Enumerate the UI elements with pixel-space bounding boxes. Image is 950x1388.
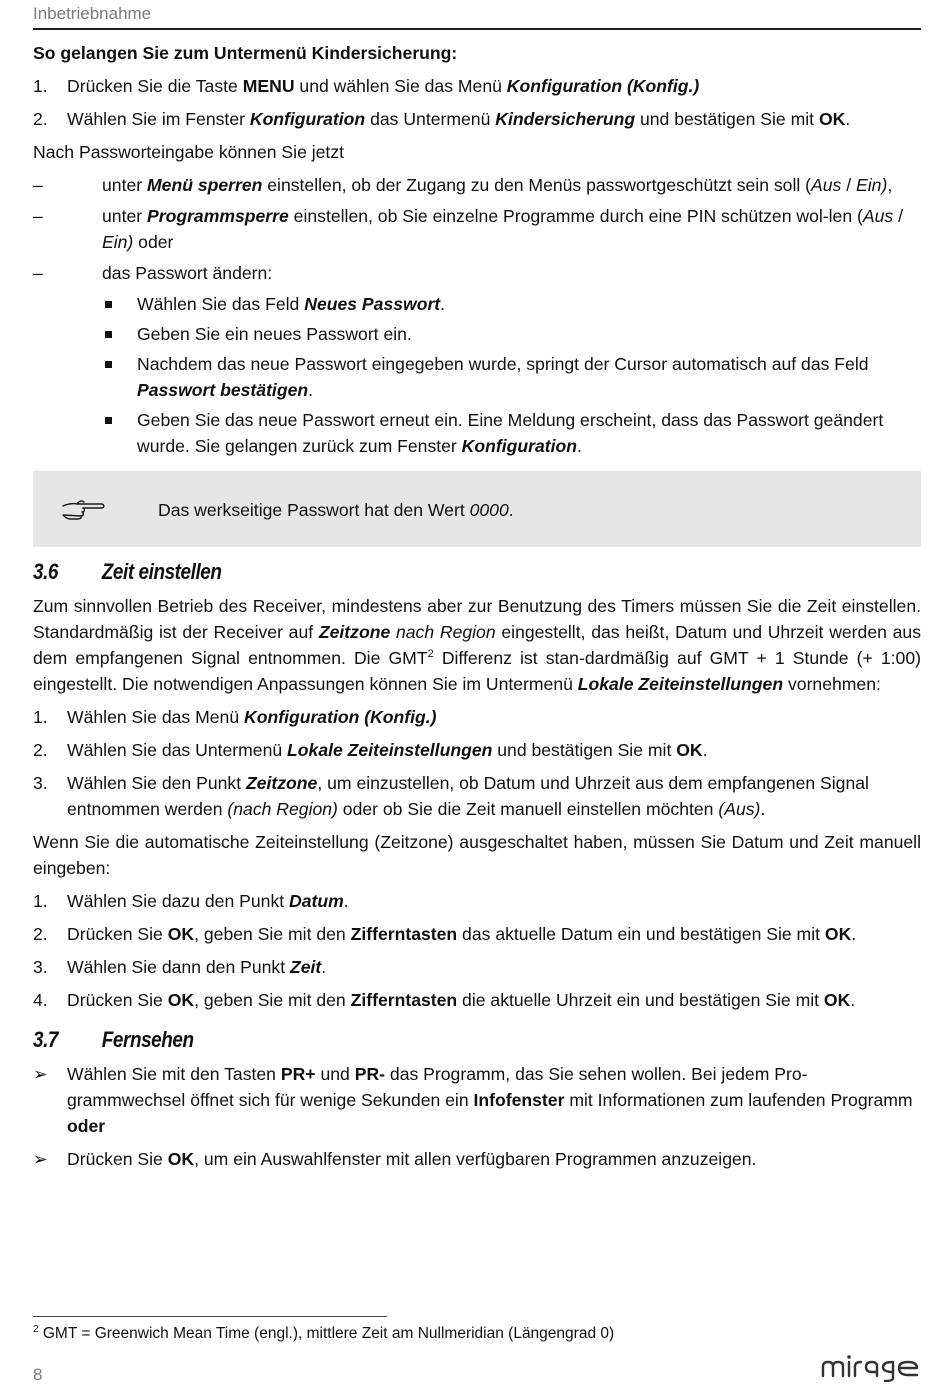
option-value: (nach Region)	[227, 799, 338, 819]
menu-name: Zeitzone	[318, 622, 391, 642]
section-number: 3.7	[33, 1027, 59, 1052]
step-text: , geben Sie mit den	[194, 924, 351, 944]
step-text: Wählen Sie das Menü	[67, 707, 245, 727]
option-text: einstellen, ob der Zugang zu den Menüs passwortgeschützt sein soll (	[262, 175, 812, 195]
key-name: PR-	[354, 1064, 386, 1084]
paragraph-text: Zum sinnvollen Betrieb des Receiver, mindestens aber zur Benutzung des Timers müssen Sie die Zeit einstellen. Standardmäßig ist der Receiver auf	[33, 596, 921, 642]
footnote	[33, 1323, 614, 1345]
option-value: Ein)	[102, 232, 134, 252]
paragraph-text: eingestellt, das heißt, Datum und Uhrzeit werden aus dem empfangenen Signal entnommen. Die GMT	[33, 622, 921, 668]
intro-text: Nach Passworteingabe können Sie jetzt	[33, 142, 345, 162]
menu-name: Zeit	[290, 957, 322, 977]
dash-bullet: –	[33, 175, 43, 195]
list-item	[33, 291, 921, 317]
menu-name: Zeitzone	[245, 773, 318, 793]
header-rule	[33, 28, 921, 30]
list-item	[33, 770, 921, 822]
footnote-mark: 2	[33, 1323, 39, 1335]
option-value: nach Region	[390, 622, 496, 642]
list-item	[33, 987, 921, 1013]
list-item	[33, 954, 921, 980]
square-bullet	[105, 417, 112, 424]
item-emphasis: oder	[67, 1116, 106, 1136]
key-name: Zifferntasten	[350, 990, 458, 1010]
dash-bullet: –	[33, 206, 43, 226]
step-text: .	[851, 924, 857, 944]
list-item	[33, 73, 921, 99]
paragraph	[33, 593, 921, 697]
page-number: 8	[33, 1365, 43, 1384]
section-number: 3.6	[33, 559, 59, 584]
step-text: die aktuelle Uhrzeit ein und bestätigen Sie mit	[457, 990, 824, 1010]
step-text: Wählen Sie das Untermenü	[67, 740, 288, 760]
option-value: Aus	[811, 175, 842, 195]
item-text: Drücken Sie	[67, 1149, 168, 1169]
key-name: OK	[818, 109, 846, 129]
item-text: mit Informationen zum laufenden Programm	[564, 1090, 913, 1110]
step-text: .	[577, 436, 582, 456]
step-text: Wählen Sie den Punkt	[67, 773, 246, 793]
step-text: das aktuelle Datum ein und bestätigen Sie mit	[457, 924, 825, 944]
step-number: 4.	[33, 990, 48, 1010]
step-text: Nachdem das neue Passwort eingegeben wurde, springt der Cursor automatisch auf das Feld	[137, 354, 869, 374]
list-item	[33, 203, 921, 255]
step-number: 3.	[33, 773, 48, 793]
square-bullet	[105, 361, 112, 368]
mirage-logo	[821, 1352, 921, 1382]
list-item	[33, 351, 921, 403]
square-bullet	[105, 301, 112, 308]
step-number: 1.	[33, 707, 48, 727]
list-item	[33, 737, 921, 763]
list-item	[33, 888, 921, 914]
option-text: oder	[133, 232, 174, 252]
key-name: OK	[167, 990, 195, 1010]
step-text: Geben Sie ein neues Passwort ein.	[137, 324, 412, 344]
note-text	[158, 497, 514, 523]
step-text: und bestätigen Sie mit	[492, 740, 677, 760]
key-name: PR+	[280, 1064, 316, 1084]
content-flow	[33, 40, 921, 1179]
item-text: Wählen Sie mit den Tasten	[67, 1064, 281, 1084]
menu-name: Konfiguration (Konfig.)	[506, 76, 700, 96]
step-text: Drücken Sie	[67, 924, 168, 944]
option-text: /	[841, 175, 857, 195]
document-page	[33, 0, 921, 1383]
paragraph-text: Differenz ist stan-dardmäßig auf GMT + 1 Stunde (+ 1:00) eingestellt. Die notwendigen Anpassungen können Sie im Untermenü	[33, 648, 921, 694]
menu-name: Menü sperren	[147, 175, 263, 195]
option-value: (Aus)	[718, 799, 761, 819]
arrow-bullet-icon: ➢	[33, 1064, 48, 1084]
footnote-ref: 2	[427, 648, 434, 661]
menu-name: Kindersicherung	[495, 109, 636, 129]
step-text: Geben Sie das neue Passwort erneut ein. Eine Meldung erscheint, dass das Passwort geändert wurde. Sie gelangen zurück zum Fenster	[137, 410, 884, 456]
option-text: einstellen, ob Sie einzelne Programme durch eine PIN schützen wol-len (	[288, 206, 863, 226]
option-text: ,	[887, 175, 893, 195]
list-item	[33, 260, 921, 286]
section-heading	[33, 1025, 797, 1055]
step-text: Drücken Sie	[67, 990, 168, 1010]
step-text: .	[440, 294, 446, 314]
key-name: OK	[167, 924, 195, 944]
step-text: das Untermenü	[365, 109, 496, 129]
list-item	[33, 106, 921, 132]
step-text: .	[343, 891, 349, 911]
step-text: , geben Sie mit den	[194, 990, 351, 1010]
step-text: , um einzustellen, ob Datum und Uhrzeit aus dem empfangenen Signal entnommen werden	[67, 773, 869, 819]
key-name: OK	[823, 990, 851, 1010]
key-name: OK	[676, 740, 703, 760]
step-text: und bestätigen Sie mit	[635, 109, 819, 129]
step-text: Wählen Sie im Fenster	[67, 109, 250, 129]
step-text: .	[308, 380, 313, 400]
key-name: MENU	[242, 76, 295, 96]
item-text: das Programm, das Sie sehen wollen. Bei jedem Pro-grammwechsel öffnet sich für wenige Sekunden ein	[67, 1064, 808, 1110]
key-name: OK	[167, 1149, 195, 1169]
note-sentence-end: .	[508, 500, 514, 520]
menu-name: Datum	[289, 891, 344, 911]
list-item	[33, 172, 921, 198]
option-value: Aus	[862, 206, 894, 226]
square-bullet	[105, 331, 112, 338]
footnote-rule	[33, 1316, 387, 1317]
list-item	[33, 704, 921, 730]
step-text: .	[702, 740, 708, 760]
item-text: , um ein Auswahlfenster mit allen verfügbaren Programmen anzuzeigen.	[194, 1149, 757, 1169]
list-item	[33, 1146, 921, 1172]
menu-name: Lokale Zeiteinstellungen	[577, 674, 784, 694]
menu-name: Konfiguration	[461, 436, 577, 456]
option-text: unter	[102, 206, 147, 226]
menu-name: Lokale Zeiteinstellungen	[287, 740, 493, 760]
pointing-hand-icon	[61, 497, 107, 521]
step-number: 2.	[33, 740, 48, 760]
arrow-bullet-icon: ➢	[33, 1149, 48, 1169]
step-number: 3.	[33, 957, 48, 977]
option-text: /	[893, 206, 903, 226]
option-text: unter	[102, 175, 147, 195]
step-text: oder ob Sie die Zeit manuell einstellen möchten	[337, 799, 719, 819]
list-item	[33, 407, 921, 459]
option-text: das Passwort ändern:	[102, 263, 273, 283]
footnote-text: GMT = Greenwich Mean Time (engl.), mittlere Zeit am Nullmeridian (Längengrad 0)	[38, 1325, 615, 1342]
step-number: 2.	[33, 109, 48, 129]
step-text: .	[850, 990, 856, 1010]
dash-bullet: –	[33, 263, 43, 283]
key-name: Infofenster	[473, 1090, 565, 1110]
section-title: Fernsehen	[101, 1027, 194, 1052]
step-number: 1.	[33, 891, 48, 911]
section-title: Zeit einstellen	[101, 559, 222, 584]
step-text: Wählen Sie dazu den Punkt	[67, 891, 290, 911]
key-name: Zifferntasten	[350, 924, 458, 944]
section-heading	[33, 557, 797, 587]
paragraph-text: vornehmen:	[783, 674, 881, 694]
list-item	[33, 1061, 921, 1139]
option-value: Ein)	[856, 175, 888, 195]
child-lock-heading: So gelangen Sie zum Untermenü Kindersicherung:	[33, 43, 458, 63]
item-text: und	[315, 1064, 355, 1084]
field-name: Passwort bestätigen	[137, 380, 309, 400]
running-header: Inbetriebnahme	[33, 4, 152, 23]
menu-name: Konfiguration (Konfig.)	[244, 707, 437, 727]
list-item	[33, 921, 921, 947]
note-box	[33, 471, 921, 547]
step-text: .	[321, 957, 327, 977]
step-text: Wählen Sie dann den Punkt	[67, 957, 291, 977]
step-text: und wählen Sie das Menü	[294, 76, 507, 96]
field-name: Neues Passwort	[304, 294, 441, 314]
menu-name: Programmsperre	[147, 206, 289, 226]
step-text: .	[845, 109, 851, 129]
key-name: OK	[824, 924, 852, 944]
note-sentence: Das werkseitige Passwort hat den Wert	[158, 500, 470, 520]
default-password: 0000	[469, 500, 509, 520]
paragraph: Wenn Sie die automatische Zeiteinstellung (Zeitzone) ausgeschaltet haben, müssen Sie Datum und Zeit manuell eingeben:	[33, 832, 921, 878]
step-number: 1.	[33, 76, 48, 96]
step-number: 2.	[33, 924, 48, 944]
step-text: Drücken Sie die Taste	[67, 76, 243, 96]
step-text: .	[760, 799, 766, 819]
menu-name: Konfiguration	[249, 109, 366, 129]
list-item	[33, 321, 921, 347]
step-text: Wählen Sie das Feld	[137, 294, 305, 314]
